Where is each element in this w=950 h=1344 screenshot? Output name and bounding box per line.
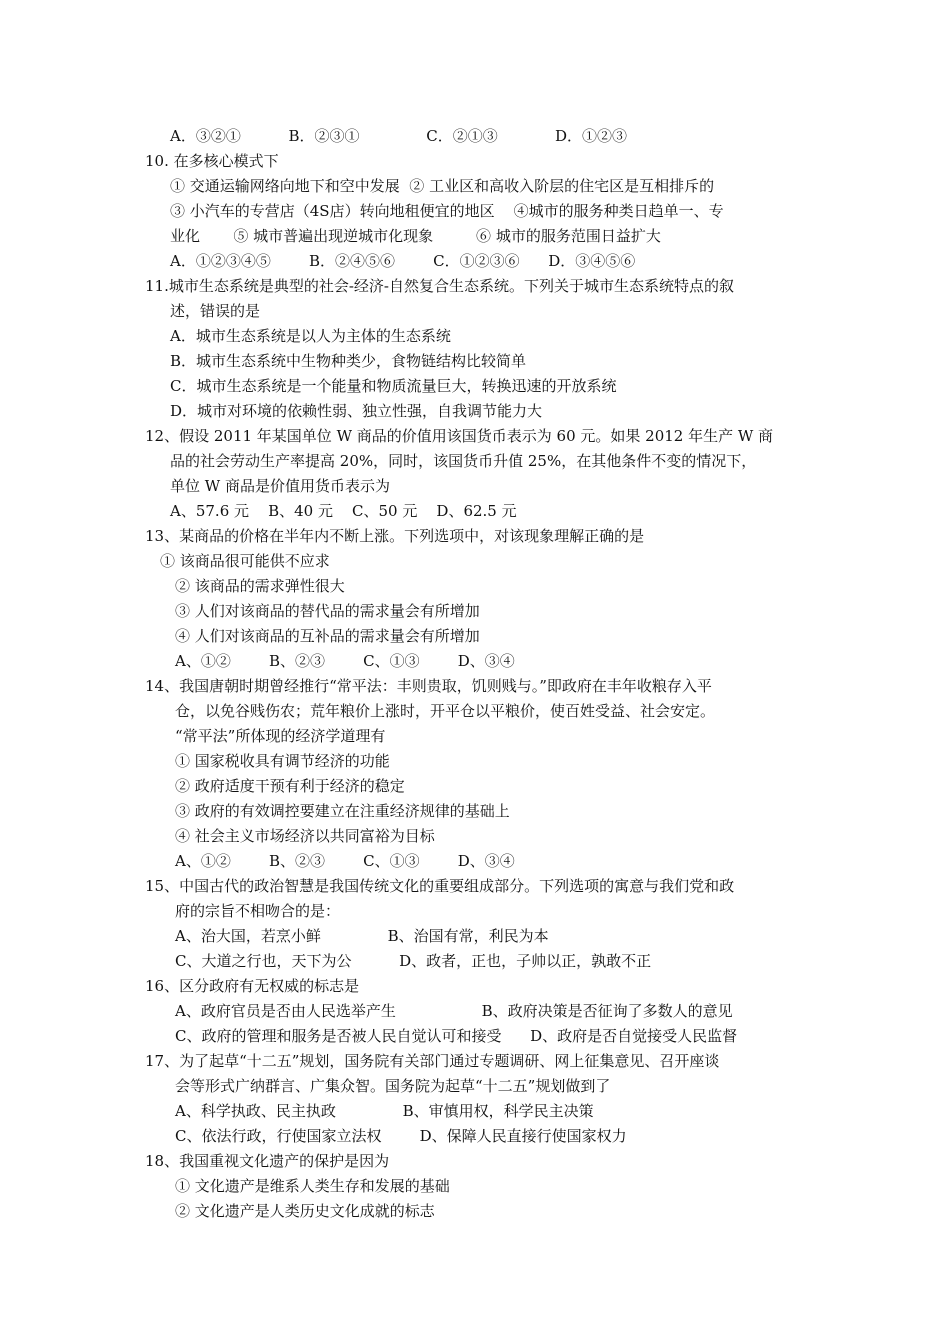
q10-item-line: 业化 ⑤ 城市普遍出现逆城市化现象 ⑥ 城市的服务范围日益扩大 bbox=[170, 227, 661, 245]
q13-item: ① 该商品很可能供不应求 bbox=[160, 552, 330, 570]
q14-options: A、①② B、②③ C、①③ D、③④ bbox=[175, 852, 515, 870]
q13-item: ③ 人们对该商品的替代品的需求量会有所增加 bbox=[175, 602, 480, 620]
q17-options: A、科学执政、民主执政 B、审慎用权，科学民主决策 bbox=[175, 1102, 594, 1120]
q13-options: A、①② B、②③ C、①③ D、③④ bbox=[175, 652, 515, 670]
q15-stem: 15、中国古代的政治智慧是我国传统文化的重要组成部分。下列选项的寓意与我们党和政 bbox=[145, 877, 735, 895]
q17-stem: 会等形式广纳群言、广集众智。国务院为起草“十二五”规划做到了 bbox=[175, 1077, 611, 1095]
q18-stem: 18、我国重视文化遗产的保护是因为 bbox=[145, 1152, 390, 1170]
q15-options: C、大道之行也，天下为公 D、政者，正也，子帅以正，孰敢不正 bbox=[175, 952, 652, 970]
q14-item: ② 政府适度干预有利于经济的稳定 bbox=[175, 777, 405, 795]
q12-stem: 品的社会劳动生产率提高 20%，同时，该国货币升值 25%，在其他条件不变的情况下， bbox=[170, 452, 757, 470]
q12-stem: 单位 W 商品是价值用货币表示为 bbox=[170, 477, 390, 495]
q10-item-line: ① 交通运输网络向地下和空中发展 ② 工业区和高收入阶层的住宅区是互相排斥的 bbox=[170, 177, 715, 195]
q11-option: B．城市生态系统中生物种类少，食物链结构比较简单 bbox=[170, 352, 527, 370]
q18-item: ① 文化遗产是维系人类生存和发展的基础 bbox=[175, 1177, 450, 1195]
q12-stem: 12、假设 2011 年某国单位 W 商品的价值用该国货币表示为 60 元。如果 2012 年生产 W 商 bbox=[145, 427, 774, 445]
q16-options: A、政府官员是否由人民选举产生 B、政府决策是否征询了多数人的意见 bbox=[175, 1002, 733, 1020]
q10-options: A．①②③④⑤ B．②④⑤⑥ C．①②③⑥ D．③④⑤⑥ bbox=[170, 252, 636, 270]
q16-options: C、政府的管理和服务是否被人民自觉认可和接受 D、政府是否自觉接受人民监督 bbox=[175, 1027, 738, 1045]
q11-option: A．城市生态系统是以人为主体的生态系统 bbox=[170, 327, 451, 345]
q13-item: ④ 人们对该商品的互补品的需求量会有所增加 bbox=[175, 627, 480, 645]
q11-option: D．城市对环境的依赖性弱、独立性强，自我调节能力大 bbox=[170, 402, 543, 420]
q11-option: C．城市生态系统是一个能量和物质流量巨大，转换迅速的开放系统 bbox=[170, 377, 617, 395]
q13-stem: 13、某商品的价格在半年内不断上涨。下列选项中，对该现象理解正确的是 bbox=[145, 527, 645, 545]
q11-stem: 述，错误的是 bbox=[170, 302, 261, 320]
q11-stem: 11.城市生态系统是典型的社会-经济-自然复合生态系统。下列关于城市生态系统特点的叙 bbox=[145, 277, 734, 295]
q10-item-line: ③ 小汽车的专营店（4S店）转向地租便宜的地区 ④城市的服务种类日趋单一、专 bbox=[170, 202, 724, 220]
q14-stem: 仓，以免谷贱伤农；荒年粮价上涨时，开平仓以平粮价，使百姓受益、社会安定。 bbox=[175, 702, 716, 720]
q16-stem: 16、区分政府有无权威的标志是 bbox=[145, 977, 360, 995]
q17-stem: 17、为了起草“十二五”规划，国务院有关部门通过专题调研、网上征集意见、召开座谈 bbox=[145, 1052, 720, 1070]
q14-stem: “常平法”所体现的经济学道理有 bbox=[175, 727, 386, 745]
q14-item: ① 国家税收具有调节经济的功能 bbox=[175, 752, 390, 770]
q15-stem: 府的宗旨不相吻合的是： bbox=[175, 902, 341, 920]
q14-stem: 14、我国唐朝时期曾经推行“常平法：丰则贵取，饥则贱与。”即政府在丰年收粮存入平 bbox=[145, 677, 712, 695]
q14-item: ③ 政府的有效调控要建立在注重经济规律的基础上 bbox=[175, 802, 510, 820]
q14-item: ④ 社会主义市场经济以共同富裕为目标 bbox=[175, 827, 435, 845]
q13-item: ② 该商品的需求弹性很大 bbox=[175, 577, 345, 595]
q9-options: A．③②① B．②③① C．②①③ D．①②③ bbox=[170, 127, 628, 145]
q12-options: A、57.6 元 B、40 元 C、50 元 D、62.5 元 bbox=[170, 502, 517, 520]
q17-options: C、依法行政，行使国家立法权 D、保障人民直接行使国家权力 bbox=[175, 1127, 627, 1145]
q18-item: ② 文化遗产是人类历史文化成就的标志 bbox=[175, 1202, 435, 1220]
q15-options: A、治大国，若烹小鲜 B、治国有常，利民为本 bbox=[175, 927, 549, 945]
q10-stem: 10. 在多核心模式下 bbox=[145, 152, 279, 170]
